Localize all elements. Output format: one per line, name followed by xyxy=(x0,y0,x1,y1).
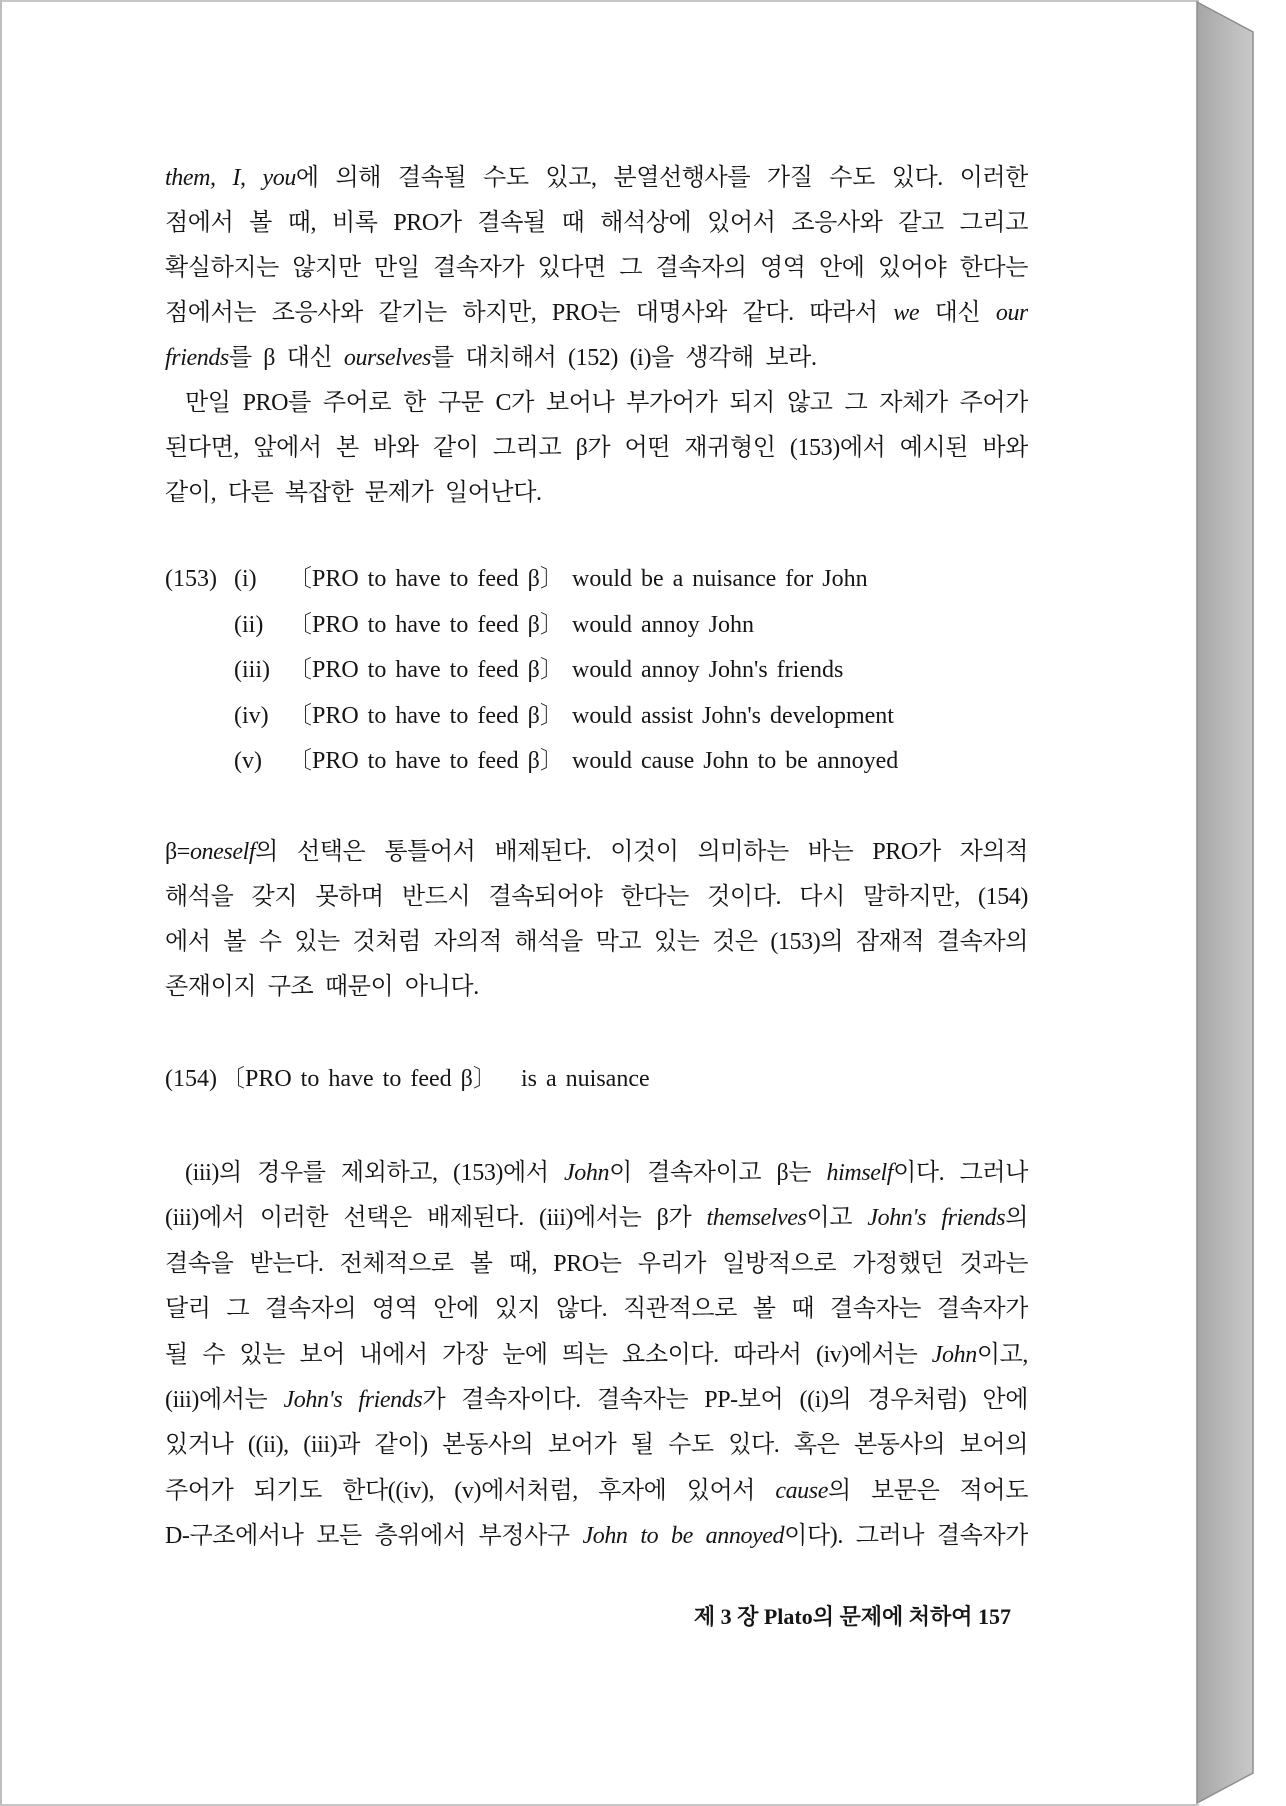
text-segment: 된다면, 앞에서 본 바와 같이 그리고 β가 어떤 재귀형인 (153)에서 예시된 바와 xyxy=(165,435,1028,461)
text-segment: 의 선택은 통틀어서 배제된다. 이것이 의미하는 바는 PRO가 자의적 xyxy=(255,839,1028,865)
example-predicate: would be a nuisance for John xyxy=(572,566,868,592)
example-line xyxy=(165,603,1028,649)
text-segment: (iii)에서는 xyxy=(165,1386,284,1413)
example-clause: 〔PRO to have to feed β〕 xyxy=(221,1066,497,1092)
example-label: (iii) xyxy=(234,657,270,683)
text-line xyxy=(165,201,1028,246)
example-label: (i) xyxy=(234,566,257,592)
example-clause: 〔PRO to have to feed β〕 xyxy=(288,702,564,729)
example-clause: 〔PRO to have to feed β〕 xyxy=(288,566,564,592)
text-line xyxy=(165,381,1028,426)
text-segment: 대신 xyxy=(919,300,996,326)
text-segment: β= xyxy=(165,839,190,865)
italic-term: ourselves xyxy=(343,345,431,371)
italic-term: John's friends xyxy=(283,1386,423,1413)
example-predicate: would annoy John xyxy=(572,611,754,638)
running-footer xyxy=(560,1597,1011,1637)
italic-term: friends xyxy=(165,345,229,371)
text-line xyxy=(165,426,1028,471)
example-line xyxy=(165,1057,1028,1103)
example-line xyxy=(165,739,1028,785)
text-segment: 점에서 볼 때, 비록 PRO가 결속될 때 해석상에 있어서 조응사와 같고 그리고 xyxy=(165,210,1028,236)
text-line xyxy=(165,1423,1028,1468)
text-segment: 될 수 있는 보어 내에서 가장 눈에 띄는 요소이다. 따라서 (iv)에서는 xyxy=(165,1341,932,1368)
text-segment: 해석을 갖지 못하며 반드시 결속되어야 한다는 것이다. 다시 말하지만, (154) xyxy=(165,884,1028,910)
text-line xyxy=(165,291,1028,336)
text-line xyxy=(165,1287,1028,1332)
example-line xyxy=(165,694,1028,740)
text-line xyxy=(165,336,1028,381)
text-segment: 주어가 되기도 한다((iv), (v)에서처럼, 후자에 있어서 xyxy=(165,1477,776,1504)
page-number: 157 xyxy=(978,1604,1011,1629)
text-line xyxy=(165,246,1028,291)
text-segment: 점에서는 조응사와 같기는 하지만, PRO는 대명사와 같다. 따라서 xyxy=(165,300,894,326)
text-line xyxy=(165,965,1028,1010)
text-segment: 이고, xyxy=(976,1341,1028,1368)
example-154 xyxy=(165,1057,1028,1103)
example-label: (iv) xyxy=(234,702,269,729)
text-segment: 이다. 그러나 xyxy=(893,1160,1028,1186)
text-segment: 를 β 대신 xyxy=(228,345,344,371)
example-clause: 〔PRO to have to feed β〕 xyxy=(288,748,564,774)
example-line xyxy=(165,648,1028,694)
page-edge-shape xyxy=(1197,2,1253,1803)
text-segment: 가 결속자이다. 결속자는 PP-보어 ((i)의 경우처럼) 안에 xyxy=(422,1386,1028,1413)
text-segment: 의 xyxy=(1005,1205,1028,1232)
text-segment: 확실하지는 않지만 만일 결속자가 있다면 그 결속자의 영역 안에 있어야 한다는 xyxy=(165,255,1028,281)
text-segment: 있거나 ((ii), (iii)과 같이) 본동사의 보어가 될 수도 있다. 혹은 본동사의 보어의 xyxy=(165,1432,1028,1459)
text-line xyxy=(165,830,1028,875)
paragraph-3 xyxy=(165,830,1028,1010)
text-segment: 만일 PRO를 주어로 한 구문 C가 보어나 부가어가 되지 않고 그 자체가 주어가 xyxy=(185,390,1028,416)
text-segment: 를 대치해서 (152) (i)을 생각해 보라. xyxy=(430,345,817,371)
text-line xyxy=(165,156,1028,201)
italic-term: himself xyxy=(826,1160,894,1186)
italic-term: themselves xyxy=(706,1205,807,1232)
text-segment: D-구조에서나 모든 층위에서 부정사구 xyxy=(165,1523,583,1550)
example-clause: 〔PRO to have to feed β〕 xyxy=(288,611,564,638)
text-line xyxy=(165,1514,1028,1559)
example-number: (153) xyxy=(165,566,217,592)
italic-term: oneself xyxy=(189,839,256,865)
text-segment: (iii)에서 이러한 선택은 배제된다. (iii)에서는 β가 xyxy=(165,1205,707,1232)
example-clause: 〔PRO to have to feed β〕 xyxy=(288,657,564,683)
paragraph-1 xyxy=(165,156,1028,516)
text-segment: 이다). 그러나 결속자가 xyxy=(784,1523,1028,1550)
italic-term: John xyxy=(931,1341,977,1368)
italic-term: we xyxy=(893,300,920,326)
example-label: (ii) xyxy=(234,611,264,638)
example-predicate: would assist John's development xyxy=(572,702,894,729)
text-segment: 이고 xyxy=(806,1205,868,1232)
italic-term: our xyxy=(995,300,1028,326)
paragraph-4 xyxy=(165,1151,1028,1560)
example-label: (v) xyxy=(234,748,262,774)
text-segment: 이 결속자이고 β는 xyxy=(609,1160,827,1186)
text-segment: 존재이지 구조 때문이 아니다. xyxy=(165,974,479,1000)
text-segment: 의 보문은 적어도 xyxy=(827,1477,1028,1504)
italic-term: cause xyxy=(775,1477,828,1504)
example-predicate: would cause John to be annoyed xyxy=(572,748,899,774)
text-segment: 달리 그 결속자의 영역 안에 있지 않다. 직관적으로 볼 때 결속자는 결속자가 xyxy=(165,1296,1028,1323)
text-segment: 같이, 다른 복잡한 문제가 일어난다. xyxy=(165,480,542,506)
text-line xyxy=(165,471,1028,516)
text-line xyxy=(165,1196,1028,1241)
italic-term: them, I, you xyxy=(165,165,296,191)
example-number: (154) xyxy=(165,1066,217,1092)
example-153 xyxy=(165,557,1028,785)
page-edge xyxy=(1196,0,1260,1806)
chapter-title: 제 3 장 Plato의 문제에 처하여 xyxy=(693,1604,973,1629)
text-line xyxy=(165,920,1028,965)
italic-term: John to be annoyed xyxy=(582,1523,785,1550)
text-segment: 결속을 받는다. 전체적으로 볼 때, PRO는 우리가 일방적으로 가정했던 것과는 xyxy=(165,1250,1028,1277)
example-predicate: would annoy John's friends xyxy=(572,657,844,683)
italic-term: John xyxy=(564,1160,610,1186)
text-line xyxy=(165,1242,1028,1287)
italic-term: John's friends xyxy=(867,1205,1006,1232)
text-line xyxy=(165,875,1028,920)
text-line xyxy=(165,1378,1028,1423)
text-segment: 에 의해 결속될 수도 있고, 분열선행사를 가질 수도 있다. 이러한 xyxy=(295,165,1028,191)
text-segment: (iii)의 경우를 제외하고, (153)에서 xyxy=(185,1160,564,1186)
text-line xyxy=(165,1151,1028,1196)
text-segment: 에서 볼 수 있는 것처럼 자의적 해석을 막고 있는 것은 (153)의 잠재적 결속자의 xyxy=(165,929,1028,955)
text-line xyxy=(165,1469,1028,1514)
example-line xyxy=(165,557,1028,603)
text-line xyxy=(165,1333,1028,1378)
example-predicate: is a nuisance xyxy=(521,1066,650,1092)
